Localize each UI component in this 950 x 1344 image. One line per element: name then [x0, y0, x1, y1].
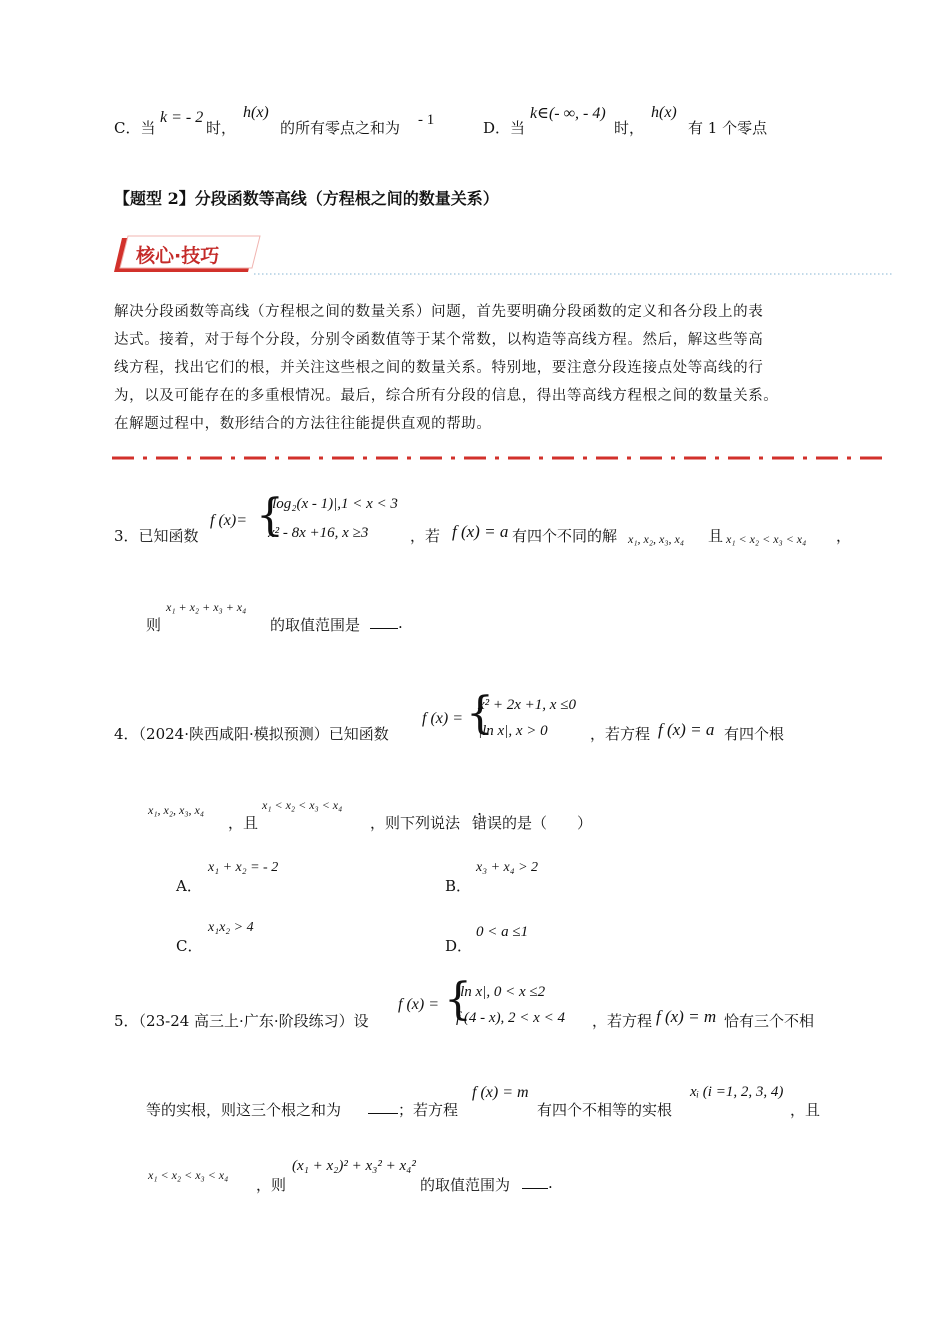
q3-text: 有四个不同的解: [512, 527, 618, 545]
option-d-condition: k∈(- ∞, - 4): [530, 105, 606, 122]
q3-brace: {: [256, 490, 284, 541]
q4-roots: x₁, x₂, x₃, x₄: [148, 803, 204, 817]
q3-case-2: x² - 8x +16, x ≥3: [268, 525, 369, 541]
badge-text: 核心·技巧: [136, 245, 220, 267]
q5-period: .: [548, 1174, 553, 1192]
q5-equation-2: f (x) = m: [472, 1084, 529, 1101]
option-c-condition: k = - 2: [160, 109, 204, 126]
q5-then: ，则: [256, 1176, 287, 1194]
paragraph-line: 解决分段函数等高线（方程根之间的数量关系）问题，首先要明确分段函数的定义和各分段上的表: [114, 304, 764, 320]
q5-roots: xᵢ (i =1, 2, 3, 4): [690, 1084, 784, 1100]
q3-intro: 3．已知函数: [114, 527, 199, 545]
q3-answer-blank[interactable]: [370, 614, 398, 629]
q4-then: ，则下列说法: [370, 814, 461, 832]
q4-option-a-expr: x₁ + x₂ = - 2: [208, 860, 279, 875]
option-c-value: - 1: [418, 112, 435, 128]
q3-comma: ，: [836, 527, 852, 545]
q5-line2-a: 等的实根，则这三个根之和为: [146, 1101, 342, 1119]
q5-line2-d: ，且: [790, 1101, 821, 1119]
q4-option-a-label: A．: [176, 877, 202, 895]
q4-choice-text: 的是（ ）: [502, 814, 593, 832]
technique-paragraph: [114, 298, 844, 438]
q3-period: .: [398, 614, 403, 632]
q4-option-b-label: B．: [445, 877, 472, 895]
q3-if: ，若: [410, 527, 441, 545]
badge-graphic: [114, 234, 894, 278]
q5-if: ，若方程: [592, 1012, 653, 1030]
q3-sum: x₁ + x₂ + x₃ + x₄: [166, 600, 247, 614]
paragraph-line: 为，以及可能存在的多重根情况。最后，综合所有分段的信息，得出等高线方程根之间的数量关系。: [114, 388, 779, 404]
option-c-label: C．当: [114, 119, 156, 137]
red-divider: [112, 454, 887, 462]
q4-if: ，若方程: [590, 725, 651, 743]
q4-option-c-expr: x₁x₂ > 4: [208, 920, 254, 935]
q5-expression: (x₁ + x₂)² + x₃² + x₄²: [292, 1158, 416, 1174]
q3-range-text: 的取值范围是: [270, 616, 361, 634]
q4-equation: f (x) = a: [658, 720, 715, 739]
q5-case-1: |ln x|, 0 < x ≤2: [456, 984, 546, 1000]
q5-order: x₁ < x₂ < x₃ < x₄: [148, 1168, 229, 1182]
paragraph-line: 在解题过程中，数形结合的方法往往能提供直观的帮助。: [114, 416, 492, 432]
q5-line2-c: 有四个不相等的实根: [537, 1101, 673, 1119]
q5-equation-1: f (x) = m: [656, 1007, 717, 1026]
q3-function: f (x)=: [210, 512, 247, 529]
q3-equation: f (x) = a: [452, 522, 509, 541]
option-d-time: 时，: [614, 119, 645, 137]
option-d-text: 有 1 个零点: [688, 119, 768, 137]
q5-line2-b: ；若方程: [398, 1101, 459, 1119]
q5-range-text: 的取值范围为: [420, 1176, 511, 1194]
q4-case-2: |ln x|, x > 0: [478, 723, 548, 739]
paragraph-line: 线方程，找出它们的根，并关注这些根之间的数量关系。特别地，要注意分段连接点处等高线的行: [114, 360, 764, 376]
q5-brace: {: [444, 974, 472, 1025]
section-heading: 【题型 2】分段函数等高线（方程根之间的数量关系）: [114, 189, 499, 208]
option-d-label: D．当: [483, 119, 526, 137]
q4-emphasis: 错误: [472, 814, 503, 832]
q4-text: 有四个根: [724, 725, 785, 743]
option-d-function: h(x): [651, 104, 677, 121]
q5-text-1: 恰有三个不相: [724, 1012, 815, 1030]
q5-answer-blank-2[interactable]: [522, 1174, 548, 1189]
option-c-text: 的所有零点之和为: [280, 119, 401, 137]
q4-case-1: x² + 2x +1, x ≤0: [478, 697, 576, 713]
badge-core-skill: [114, 234, 894, 278]
q5-answer-blank-1[interactable]: [368, 1099, 398, 1114]
q4-intro: 4．（2024·陕西咸阳·模拟预测）已知函数: [114, 725, 389, 743]
paragraph-line: 达式。接着，对于每个分段，分别令函数值等于某个常数，以构造等高线方程。然后，解这些等高: [114, 332, 764, 348]
q3-and: 且: [708, 527, 724, 545]
q4-option-c-label: C．: [176, 937, 203, 955]
q5-case-2: f (4 - x), 2 < x < 4: [456, 1010, 565, 1026]
q4-brace: {: [466, 688, 494, 739]
option-c-time: 时，: [206, 119, 237, 137]
q4-function: f (x) =: [422, 710, 463, 727]
q4-option-d-expr: 0 < a ≤1: [476, 924, 529, 940]
q4-option-b-expr: x₃ + x₄ > 2: [476, 860, 539, 875]
q3-roots: x₁, x₂, x₃, x₄: [628, 532, 684, 546]
q3-then: 则: [146, 616, 162, 634]
q5-function: f (x) =: [398, 996, 439, 1013]
q3-case-1: |log₂(x - 1)|,1 < x < 3: [268, 496, 398, 512]
q4-option-d-label: D．: [445, 937, 473, 955]
q4-order: x₁ < x₂ < x₃ < x₄: [262, 798, 343, 812]
q5-intro: 5．（23-24 高三上·广东·阶段练习）设: [114, 1012, 369, 1030]
q3-order: x₁ < x₂ < x₃ < x₄: [726, 532, 807, 546]
option-c-function: h(x): [243, 104, 269, 121]
q4-and: ，且: [228, 814, 259, 832]
